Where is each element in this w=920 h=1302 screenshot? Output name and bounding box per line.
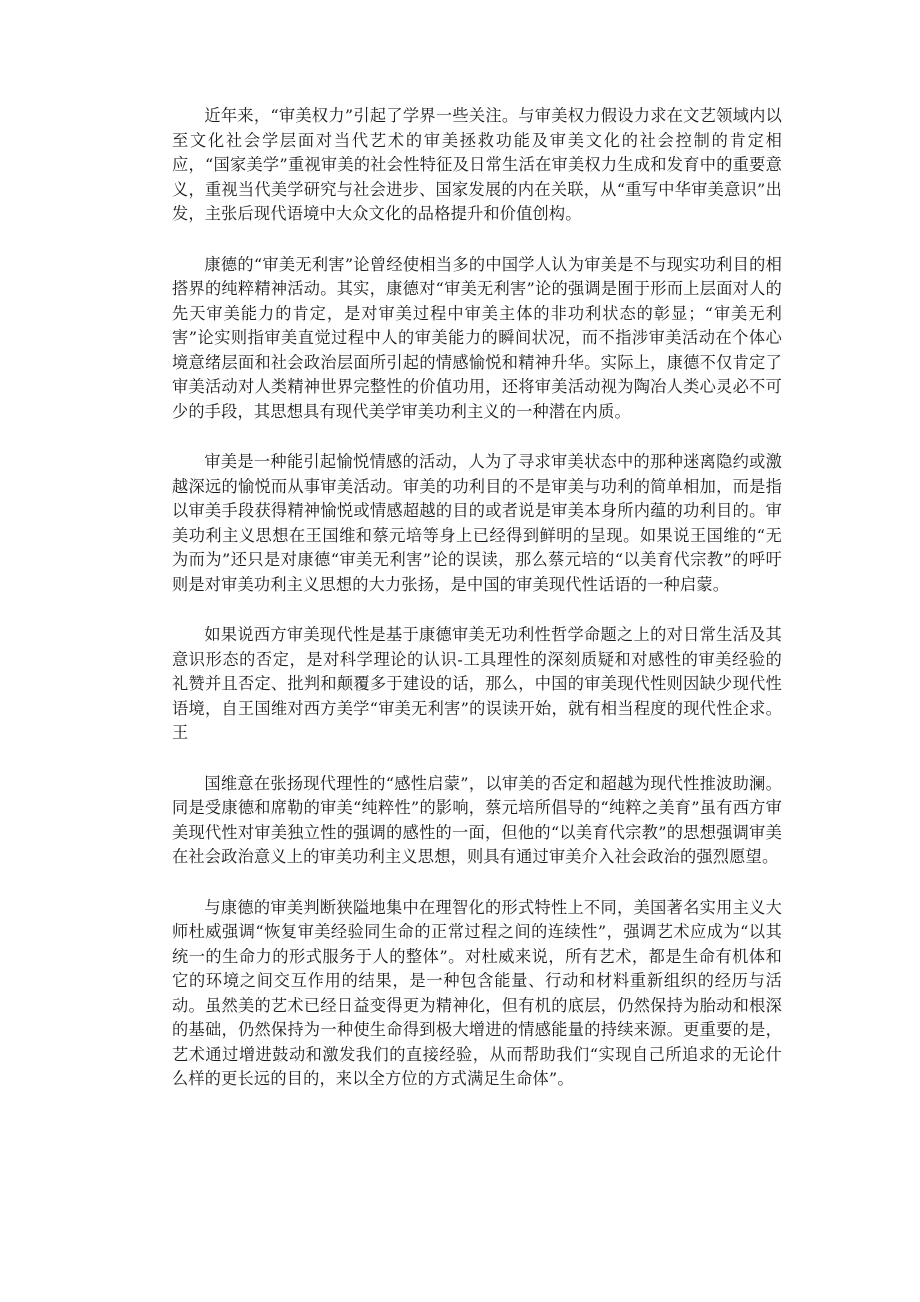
- paragraph-4: 如果说西方审美现代性是基于康德审美无功利性哲学命题之上的对日常生活及其意识形态的否定，是对科学理论的认识-工具理性的深刻质疑和对感性的审美经验的礼赞并且否定、批判和颠覆多于建设的话，那么，中国的审美现代性则因缺少现代性语境，自王国维对西方美学“审美无利害”的误读开始，就有相当程度的现代性企求。王: [172, 625, 782, 742]
- paragraph-6: 与康德的审美判断狭隘地集中在理智化的形式特性上不同，美国著名实用主义大师杜威强调“恢复审美经验同生命的正常过程之间的连续性”，强调艺术应成为“以其统一的生命力的形式服务于人的整体”。对杜威来说，所有艺术，都是生命有机体和它的环境之间交互作用的结果，是一种包含能量、行动和材料重新组织的经历与活动。虽然美的艺术已经日益变得更为精神化，但有机的底层，仍然保持为胎动和根深的基础，仍然保持为一种使生命得到极大增进的情感能量的持续来源。更重要的是，艺术通过增进鼓动和激发我们的直接经验，从而帮助我们“实现自己所追求的无论什么样的更长远的目的，来以全方位的方式满足生命体”。: [172, 897, 782, 1088]
- document-body: [172, 104, 782, 1118]
- paragraph-1: 近年来，“审美权力”引起了学界一些关注。与审美权力假设力求在文艺领域内以至文化社会学层面对当代艺术的审美拯救功能及审美文化的社会控制的肯定相应，“国家美学”重视审美的社会性特征及日常生活在审美权力生成和发育中的重要意义，重视当代美学研究与社会进步、国家发展的内在关联，从“重写中华审美意识”出发，主张后现代语境中大众文化的品格提升和价值创构。: [172, 106, 782, 223]
- paragraph-2: 康德的“审美无利害”论曾经使相当多的中国学人认为审美是不与现实功利目的相搭界的纯粹精神活动。其实，康德对“审美无利害”论的强调是囿于形而上层面对人的先天审美能力的肯定，是对审美过程中审美主体的非功利状态的彰显；“审美无利害”论实则指审美直觉过程中人的审美能力的瞬间状况，而不指涉审美活动在个体心境意绪层面和社会政治层面所引起的情感愉悦和精神升华。实际上，康德不仅肯定了审美活动对人类精神世界完整性的价值功用，还将审美活动视为陶冶人类心灵必不可少的手段，其思想具有现代美学审美功利主义的一种潜在内质。: [172, 254, 782, 421]
- paragraph-5: 国维意在张扬现代理性的“感性启蒙”，以审美的否定和超越为现代性推波助澜。同是受康德和席勒的审美“纯粹性”的影响，蔡元培所倡导的“纯粹之美育”虽有西方审美现代性对审美独立性的强调的感性的一面，但他的“以美育代宗教”的思想强调审美在社会政治意义上的审美功利主义思想，则具有通过审美介入社会政治的强烈愿望。: [172, 773, 782, 866]
- paragraph-3: 审美是一种能引起愉悦情感的活动，人为了寻求审美状态中的那种迷离隐约或激越深远的愉悦而从事审美活动。审美的功利目的不是审美与功利的简单相加，而是指以审美手段获得精神愉悦或情感超越的目的或者说是审美本身所内蕴的功利目的。审美功利主义思想在王国维和蔡元培等身上已经得到鲜明的呈现。如果说王国维的“无为而为”还只是对康德“审美无利害”论的误读，那么蔡元培的“以美育代宗教”的呼吁则是对审美功利主义思想的大力张扬，是中国的审美现代性话语的一种启蒙。: [172, 452, 782, 594]
